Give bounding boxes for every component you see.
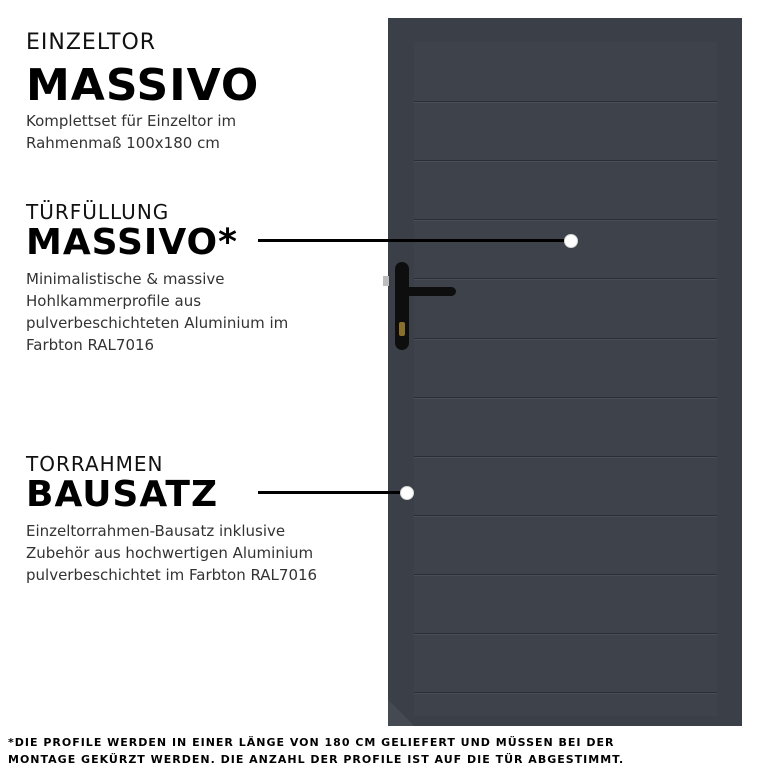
- door-slat-groove: [414, 574, 717, 575]
- fill-description-line: pulverbeschichteten Aluminium im: [26, 314, 289, 332]
- footnote-line: MONTAGE GEKÜRZT WERDEN. DIE ANZAHL DER PROFILE IST AUF DIE TÜR ABGESTIMMT.: [8, 753, 625, 766]
- fill-kicker: TÜRFÜLLUNG: [26, 200, 170, 224]
- fill-description-line: Hohlkammerprofile aus: [26, 292, 202, 310]
- footnote-line: *DIE PROFILE WERDEN IN EINER LÄNGE VON 180 CM GELIEFERT UND MÜSSEN BEI DER: [8, 736, 615, 749]
- hinge-icon: [383, 276, 389, 286]
- frame-description-line: Einzeltorrahmen-Bausatz inklusive: [26, 522, 286, 540]
- door-handle-lever: [402, 287, 456, 296]
- fill-description: [26, 268, 376, 356]
- door-handle-plate: [395, 262, 409, 350]
- door-slat-groove: [414, 456, 717, 457]
- fill-description-line: Farbton RAL7016: [26, 336, 155, 354]
- product-description-line: Rahmenmaß 100x180 cm: [26, 134, 220, 152]
- product-kicker: EINZELTOR: [26, 30, 157, 55]
- footnote: [8, 734, 758, 768]
- door-frame-bevel: [388, 700, 414, 726]
- frame-leader-line: [258, 491, 406, 494]
- fill-title: MASSIVO*: [26, 222, 238, 263]
- door-slat-groove: [414, 219, 717, 220]
- product-description: [26, 110, 366, 154]
- frame-description: [26, 520, 386, 586]
- keyhole-icon: [399, 322, 405, 336]
- fill-description-line: Minimalistische & massive: [26, 270, 225, 288]
- product-description-line: Komplettset für Einzeltor im: [26, 112, 237, 130]
- door-slat-groove: [414, 692, 717, 693]
- door-slat-groove: [414, 338, 717, 339]
- product-title: MASSIVO: [26, 60, 260, 111]
- door-slat-groove: [414, 515, 717, 516]
- frame-description-line: pulverbeschichtet im Farbton RAL7016: [26, 566, 318, 584]
- door-slat-groove: [414, 101, 717, 102]
- frame-description-line: Zubehör aus hochwertigen Aluminium: [26, 544, 314, 562]
- door-fill-panel: [414, 42, 717, 716]
- fill-leader-dot: [564, 234, 578, 248]
- fill-leader-line: [258, 239, 570, 242]
- frame-title: BAUSATZ: [26, 474, 219, 515]
- door-slat-groove: [414, 633, 717, 634]
- door-slat-groove: [414, 278, 717, 279]
- door-slat-groove: [414, 160, 717, 161]
- frame-kicker: TORRAHMEN: [26, 452, 164, 476]
- frame-leader-dot: [400, 486, 414, 500]
- door-slat-groove: [414, 397, 717, 398]
- door-frame: [388, 18, 742, 726]
